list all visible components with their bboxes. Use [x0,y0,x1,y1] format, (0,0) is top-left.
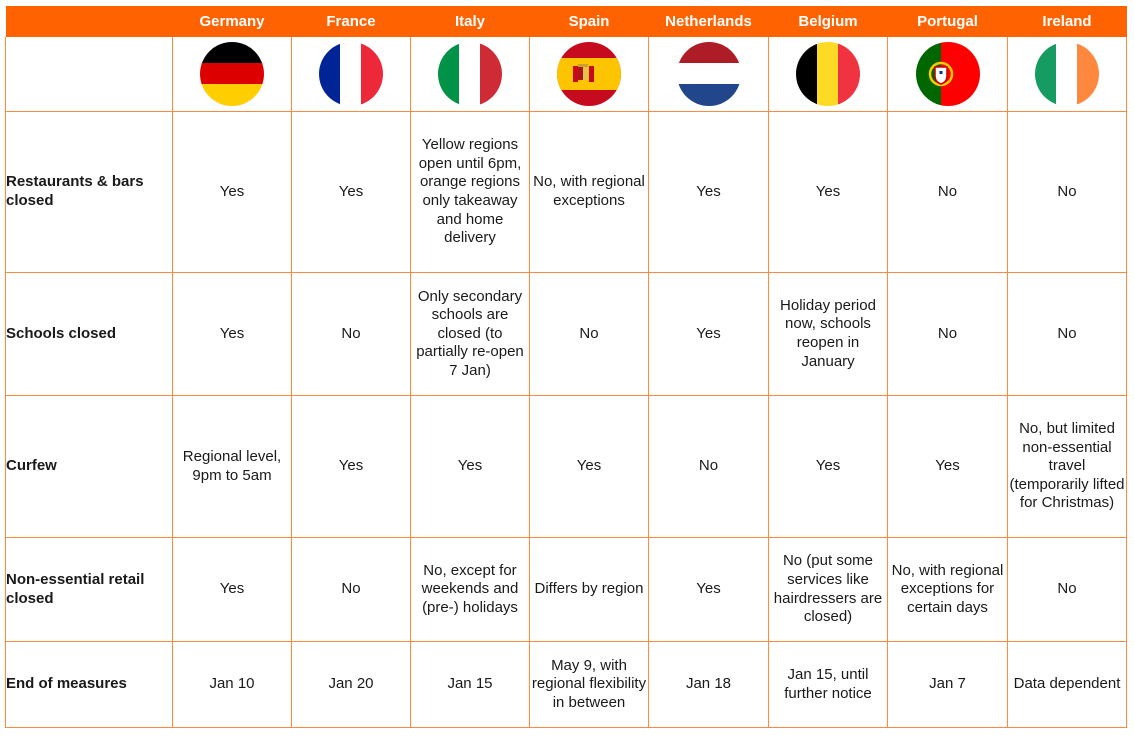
country-header-ireland: Ireland [1008,6,1127,37]
france-flag-icon [319,42,383,106]
country-header-spain: Spain [530,6,649,37]
measure-cell-portugal: No [888,273,1008,396]
measure-cell-netherlands: Yes [649,112,769,273]
measure-label: Schools closed [6,273,173,396]
measure-row-non-essential-retail-closed [6,538,1127,642]
measure-label: Curfew [6,396,173,538]
measure-cell-italy: Jan 15 [411,642,530,728]
measure-row-curfew [6,396,1127,538]
measure-cell-france: Jan 20 [292,642,411,728]
measure-label: End of measures [6,642,173,728]
measure-cell-portugal: Yes [888,396,1008,538]
measure-cell-spain: Yes [530,396,649,538]
spain-flag-icon [557,42,621,106]
measure-cell-italy: Yes [411,396,530,538]
flag-corner [6,37,173,112]
measure-cell-netherlands: Jan 18 [649,642,769,728]
measure-cell-spain: May 9, with regional flexibility in between [530,642,649,728]
country-header-italy: Italy [411,6,530,37]
portugal-flag-icon [916,42,980,106]
country-header-belgium: Belgium [769,6,888,37]
measure-cell-france: Yes [292,112,411,273]
ireland-flag-icon [1035,42,1099,106]
measure-cell-belgium: No (put some services like hairdressers are closed) [769,538,888,642]
measure-cell-germany: Yes [173,273,292,396]
measure-cell-italy: Only secondary schools are closed (to partially re-open 7 Jan) [411,273,530,396]
measure-cell-ireland: No [1008,538,1127,642]
flag-row [6,37,1127,112]
netherlands-flag-icon [677,42,741,106]
italy-flag-icon [438,42,502,106]
measure-cell-spain: Differs by region [530,538,649,642]
measure-cell-germany: Yes [173,112,292,273]
measure-cell-france: No [292,273,411,396]
belgium-flag-icon [796,42,860,106]
measure-row-end-of-measures [6,642,1127,728]
country-header-portugal: Portugal [888,6,1008,37]
measure-cell-belgium: Jan 15, until further notice [769,642,888,728]
measure-cell-ireland: No [1008,273,1127,396]
measure-cell-italy: Yellow regions open until 6pm, orange regions only takeaway and home delivery [411,112,530,273]
measure-label: Non-essential retail closed [6,538,173,642]
measure-row-schools-closed [6,273,1127,396]
country-header-france: France [292,6,411,37]
header-corner [6,6,173,37]
measure-cell-netherlands: Yes [649,273,769,396]
measure-row-restaurants-bars-closed [6,112,1127,273]
measure-cell-germany: Yes [173,538,292,642]
measure-cell-germany: Regional level, 9pm to 5am [173,396,292,538]
measure-cell-belgium: Yes [769,396,888,538]
country-header-row [6,6,1127,37]
measure-cell-netherlands: No [649,396,769,538]
measure-cell-germany: Jan 10 [173,642,292,728]
country-header-netherlands: Netherlands [649,6,769,37]
measure-cell-netherlands: Yes [649,538,769,642]
measure-cell-portugal: Jan 7 [888,642,1008,728]
country-header-germany: Germany [173,6,292,37]
measure-cell-belgium: Holiday period now, schools reopen in January [769,273,888,396]
measure-cell-spain: No [530,273,649,396]
measure-cell-belgium: Yes [769,112,888,273]
measure-cell-portugal: No [888,112,1008,273]
germany-flag-icon [200,42,264,106]
measure-label: Restaurants & bars closed [6,112,173,273]
measure-cell-france: Yes [292,396,411,538]
lockdown-measures-table [5,6,1127,728]
measure-cell-ireland: Data dependent [1008,642,1127,728]
measure-cell-italy: No, except for weekends and (pre-) holidays [411,538,530,642]
measure-cell-ireland: No, but limited non-essential travel (temporarily lifted for Christmas) [1008,396,1127,538]
measure-cell-portugal: No, with regional exceptions for certain days [888,538,1008,642]
measure-cell-spain: No, with regional exceptions [530,112,649,273]
measure-cell-france: No [292,538,411,642]
measure-cell-ireland: No [1008,112,1127,273]
